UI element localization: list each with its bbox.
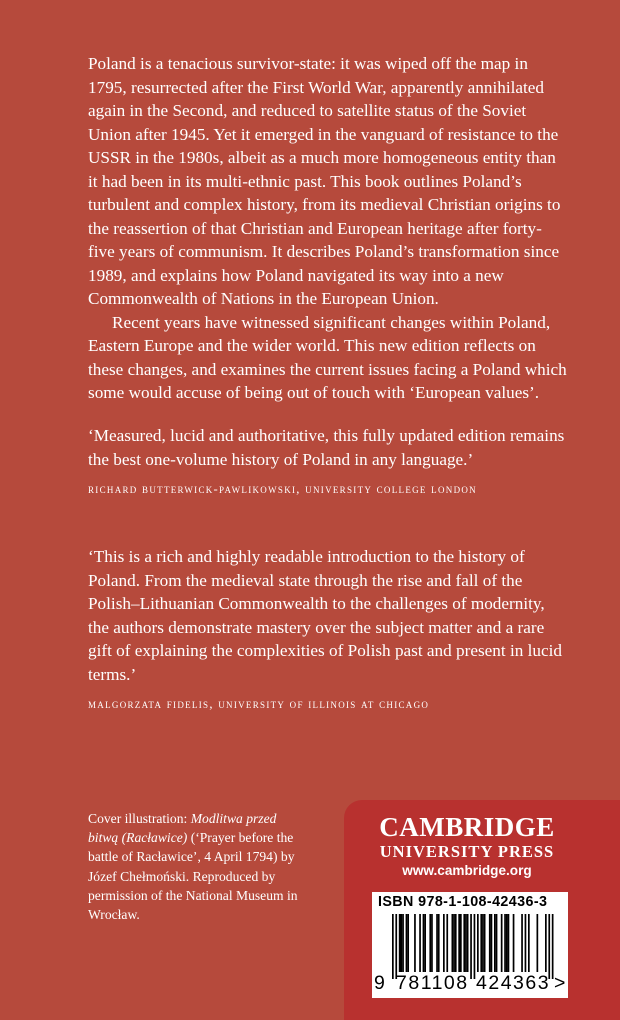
blurb-paragraph-1: Poland is a tenacious survivor-state: it was wiped off the map in 1795, resurrected after the First World War, apparently annihilated again in the Second, and reduced to satellite status of the Soviet Union after 1945. Yet it emerged in the vanguard of resistance to the USSR in the 1980s, albeit as a much more homogeneous entity than it had been in its multi-ethnic past. This book outlines Poland’s turbulent and complex history, from its medieval Christian origins to the reassertion of that Christian and European heritage after forty-five years of communism. It describes Poland’s transformation since 1989, and explains how Poland navigated its way into a new Commonwealth of Nations in the European Union. — [88, 54, 561, 308]
blurb-paragraph-2: Recent years have witnessed significant changes within Poland, Eastern Europe and the wider world. This new edition reflects on these changes, and examines the current issues facing a Poland which some would accuse of being out of touch with ‘European values’. — [88, 312, 567, 402]
barcode-bar — [458, 914, 460, 972]
barcode-bar — [452, 914, 454, 972]
barcode-bar — [463, 914, 465, 972]
barcode-bar — [525, 914, 527, 972]
barcode-bar — [424, 914, 426, 972]
barcode-bar — [436, 914, 438, 972]
barcode-end-mark: > — [554, 972, 567, 994]
barcode-bar — [482, 914, 484, 972]
barcode-bar — [496, 914, 498, 972]
barcode-bar — [474, 914, 476, 979]
barcode-bar — [521, 914, 523, 972]
barcode-bar — [508, 914, 510, 972]
barcode-bar — [491, 914, 493, 972]
barcode-bar — [545, 914, 547, 972]
barcode-digits-right: 424363 — [476, 972, 551, 994]
credit-artwork-title: Modlitwa przed bitwą (Racławice) — [88, 811, 277, 846]
barcode-bar — [414, 914, 416, 972]
publisher-url: www.cambridge.org — [402, 863, 532, 878]
barcode-bar — [470, 914, 472, 979]
barcode-bar — [401, 914, 403, 972]
barcode-bar — [438, 914, 440, 972]
barcode-bar — [392, 914, 394, 979]
barcode-bar — [453, 914, 455, 972]
barcode-bar — [395, 914, 397, 979]
barcode-bar — [455, 914, 457, 972]
publisher-subtitle: UNIVERSITY PRESS — [379, 842, 555, 861]
barcode-bar — [429, 914, 431, 972]
barcode-bar — [501, 914, 503, 972]
barcode-digits-left: 781108 — [396, 972, 469, 994]
publisher-name: CAMBRIDGE — [379, 812, 555, 842]
isbn-barcode — [372, 892, 568, 998]
review-quote-1 — [88, 424, 568, 501]
back-cover-blurb — [88, 52, 568, 405]
credit-details: (‘Prayer before the battle of Racławice’, 4 April 1794) by Józef Chełmoński. Reproduced by permission of the National Museum in Wrocław. — [88, 830, 298, 923]
barcode-bar — [548, 914, 550, 979]
barcode-bar — [513, 914, 515, 972]
barcode-bar — [460, 914, 462, 972]
review-attribution: malgorzata fidelis, university of illinois at chicago — [88, 697, 430, 711]
review-quote-2 — [88, 545, 568, 716]
barcode-bar — [528, 914, 530, 972]
barcode-bar — [446, 914, 448, 972]
barcode-bar — [480, 914, 482, 972]
barcode-bar — [477, 914, 479, 972]
barcode-bar — [406, 914, 408, 972]
barcode-bar — [484, 914, 486, 972]
barcode-bar — [399, 914, 401, 972]
barcode-bar — [443, 914, 445, 972]
barcode-bar — [494, 914, 496, 972]
barcode-digit-first: 9 — [374, 972, 387, 994]
review-attribution: richard butterwick-pawlikowski, university college london — [88, 482, 477, 496]
barcode-bar — [552, 914, 554, 979]
barcode-bar — [402, 914, 404, 972]
barcode-bar — [423, 914, 425, 972]
barcode-bar — [506, 914, 508, 972]
barcode-bar — [431, 914, 433, 972]
barcode-bar — [419, 914, 421, 972]
barcode-bar — [407, 914, 409, 972]
review-quote-text: ‘This is a rich and highly readable introduction to the history of Poland. From the medieval state through the rise and fall of the Polish–Lithuanian Commonwealth to the challenges of modernity, the authors demonstrate mastery over the subject matter and a rare gift of explaining the complexities of Polish past and present in lucid terms.’ — [88, 547, 562, 684]
publisher-logo — [361, 813, 573, 880]
barcode-bar — [489, 914, 491, 972]
review-quote-text: ‘Measured, lucid and authoritative, this fully updated edition remains the best one-volume history of Poland in any language.’ — [88, 426, 565, 469]
barcode-bar — [537, 914, 539, 972]
isbn-text: ISBN 978-1-108-42436-3 — [378, 894, 548, 910]
credit-prefix: Cover illustration: — [88, 811, 191, 826]
barcode-bar — [467, 914, 469, 972]
barcode-bar — [504, 914, 506, 972]
cover-illustration-credit — [88, 809, 310, 924]
barcode-bar — [465, 914, 467, 972]
